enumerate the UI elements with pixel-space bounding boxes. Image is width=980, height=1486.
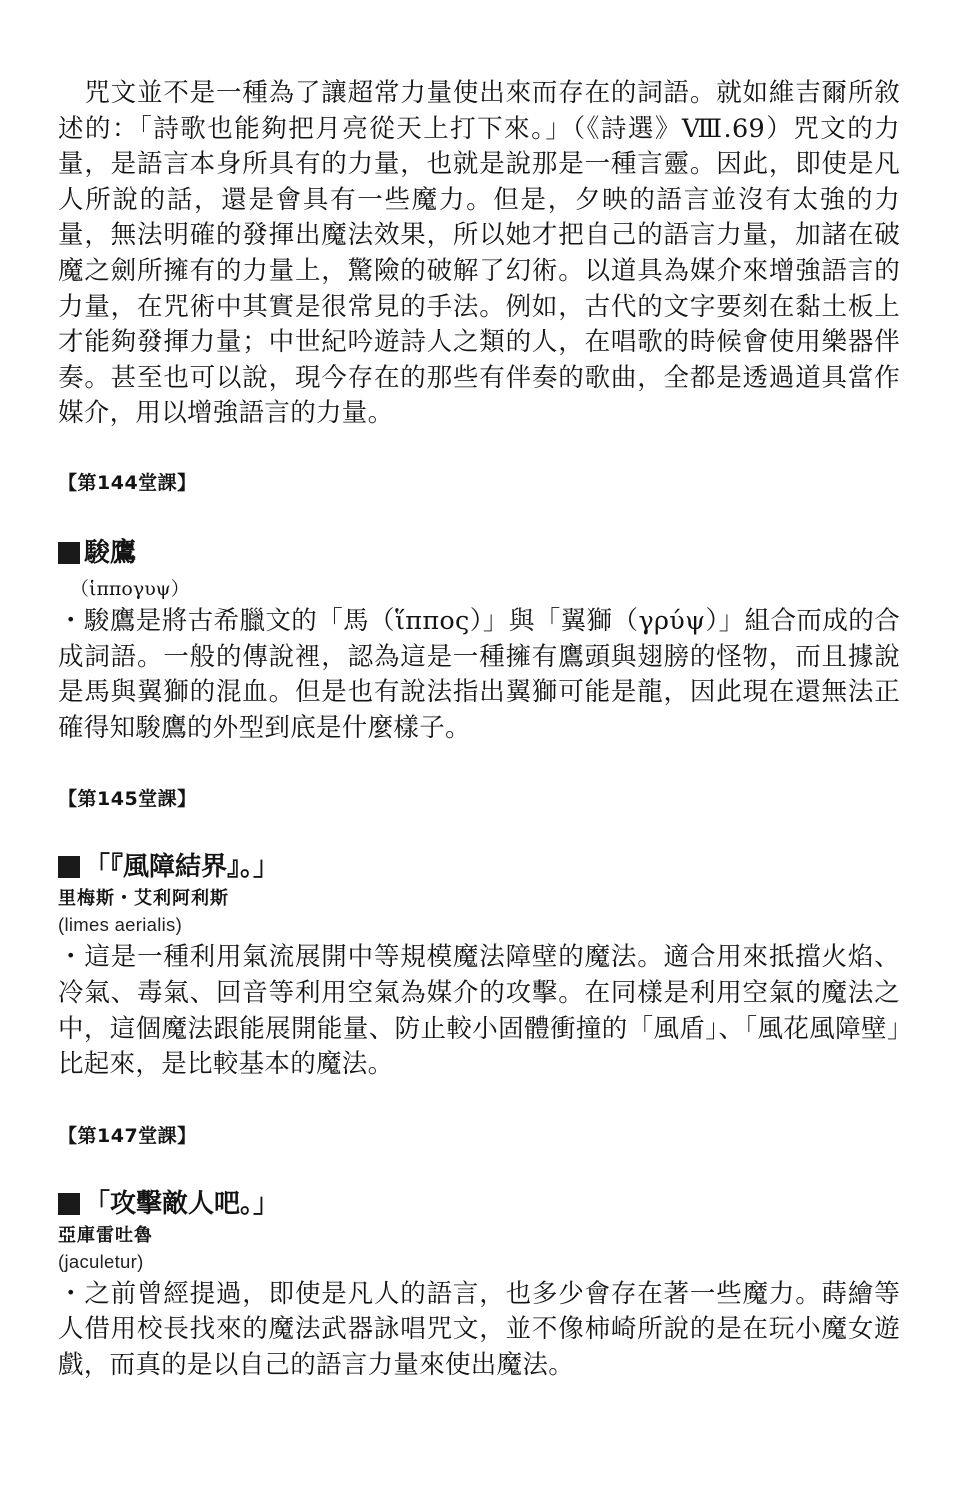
- black-square-icon: [58, 856, 80, 878]
- lesson-label-147: 【第147堂課】: [58, 1124, 197, 1147]
- entry-body-hippogriff: ・駿鷹是將古希臘文的「馬（ἵππος）」與「翼獅（γρύψ）」組合而成的合成詞語。一般的傳說裡，認為這是一種擁有鷹頭與翅膀的怪物，而且據說是馬與翼獅的混血。但是也有說法指出翼獅可能是龍，因此現在還無法正確得知駿鷹的外型到底是什麼樣子。: [58, 605, 900, 743]
- entry-title-text: 「『風障結界』。」: [84, 852, 280, 883]
- entry-body-limes-aerialis: ・這是一種利用氣流展開中等規模魔法障壁的魔法。適合用來抵擋火焰、冷氣、毒氣、回音等利用空氣為媒介的攻擊。在同樣是利用空氣的魔法之中，這個魔法跟能展開能量、防止較小固體衝撞的「風盾」、「風花風障壁」比起來，是比較基本的魔法。: [58, 942, 900, 1080]
- entry-title-hippogriff: [58, 536, 900, 570]
- entry-title-text: 「攻擊敵人吧。」: [84, 1188, 280, 1219]
- entry-latin-term: (limes aerialis): [58, 914, 183, 936]
- lesson-label-145: 【第145堂課】: [58, 788, 197, 811]
- black-square-icon: [58, 542, 80, 564]
- entry-reading: 亞庫雷吐魯: [58, 1224, 153, 1246]
- entry-title-limes-aerialis: [58, 850, 900, 884]
- intro-paragraph: 咒文並不是一種為了讓超常力量使出來而存在的詞語。就如維吉爾所敘述的：「詩歌也能夠把月亮從天上打下來。」（《詩選》Ⅷ.69）咒文的力量，是語言本身所具有的力量，也就是說那是一種言靈。因此，即使是凡人所說的話，還是會具有一些魔力。但是，夕映的語言並沒有太強的力量，無法明確的發揮出魔法效果，所以她才把自己的語言力量，加諸在破魔之劍所擁有的力量上，驚險的破解了幻術。以道具為媒介來增強語言的力量，在咒術中其實是很常見的手法。例如，古代的文字要刻在黏土板上才能夠發揮力量；中世紀吟遊詩人之類的人，在唱歌的時候會使用樂器伴奏。甚至也可以說，現今存在的那些有伴奏的歌曲，全都是透過道具當作媒介，用以增強語言的力量。: [58, 78, 900, 429]
- entry-title-text: 駿鷹: [84, 537, 137, 568]
- entry-reading: 里梅斯・艾利阿利斯: [58, 888, 229, 910]
- lesson-label-144: 【第144堂課】: [58, 471, 197, 494]
- entry-greek-term: （ἱππογυψ）: [70, 577, 190, 600]
- entry-title-jaculetur: [58, 1187, 900, 1221]
- entry-body-jaculetur: ・之前曾經提過，即使是凡人的語言，也多少會存在著一些魔力。蒔繪等人借用校長找來的魔法武器詠唱咒文，並不像柿崎所說的是在玩小魔女遊戲，而真的是以自己的語言力量來使出魔法。: [58, 1278, 900, 1380]
- page-content: [58, 76, 900, 1383]
- entry-latin-term: (jaculetur): [58, 1250, 144, 1272]
- black-square-icon: [58, 1193, 80, 1215]
